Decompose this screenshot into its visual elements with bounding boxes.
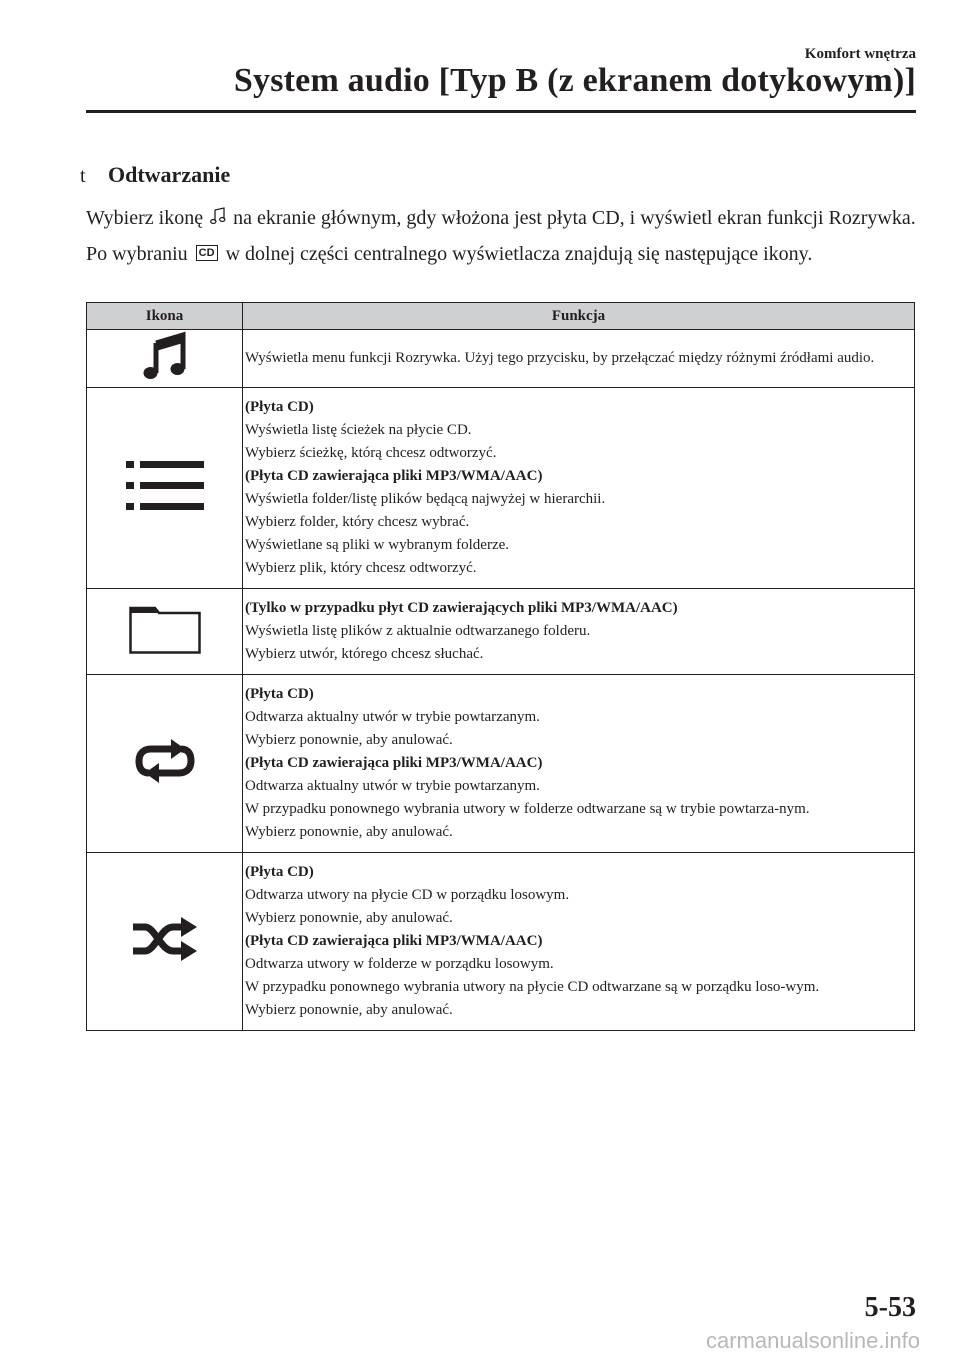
header-section-label: Komfort wnętrza [804,46,916,62]
intro-paragraph [86,200,926,272]
table-row [87,675,915,853]
function-text: Wyświetlane są pliki w wybranym folderze. [245,537,510,553]
function-text: Odtwarza aktualny utwór w trybie powtarzanym. [245,778,540,794]
function-cell [243,330,915,388]
page-number: 5-53 [864,1292,916,1323]
intro-text-3: w dolnej części centralnego wyświetlacza znajdują się następujące ikony. [225,243,813,265]
icon-cell [87,589,243,675]
header-divider [86,110,916,113]
function-text: Wyświetla listę ścieżek na płycie CD. [245,422,472,438]
column-header-function: Funkcja [243,303,915,330]
cd-icon: CD [196,245,218,261]
section-heading-text: Odtwarzanie [108,162,231,187]
function-text: W przypadku ponownego wybrania utwory w folderze odtwarzane są w trybie powtarza-nym. [245,801,810,817]
function-text: Wyświetla listę plików z aktualnie odtwarzanego folderu. [245,623,591,639]
table-row [87,853,915,1031]
function-subheading: (Płyta CD zawierająca pliki MP3/WMA/AAC) [245,468,543,484]
function-text: Wybierz utwór, którego chcesz słuchać. [245,646,484,662]
table-row [87,388,915,589]
function-cell [243,388,915,589]
intro-text-1: Wybierz ikonę [86,207,204,229]
function-text: Odtwarza utwory na płycie CD w porządku losowym. [245,887,570,903]
function-text: Odtwarza utwory w folderze w porządku losowym. [245,956,554,972]
function-text: Odtwarza aktualny utwór w trybie powtarzanym. [245,709,540,725]
function-text: Wybierz ponownie, aby anulować. [245,1002,453,1018]
icon-cell [87,675,243,853]
function-cell [243,589,915,675]
icon-cell [87,853,243,1031]
folder-icon [129,604,201,654]
music-note-icon [143,331,187,381]
intro-text-2: na ekranie głównym, gdy włożona jest płyta CD, i wyświetl ekran funkcji Rozrywka. Po wybraniu [86,207,916,265]
watermark: carmanualsonline.info [705,1328,920,1353]
function-subheading: (Płyta CD) [245,399,314,415]
shuffle-icon [131,917,199,961]
function-text: Wyświetla folder/listę plików będącą najwyżej w hierarchii. [245,491,606,507]
page-title: System audio [Typ B (z ekranem dotykowym)] [233,62,916,99]
section-marker: t [80,165,86,187]
section-heading [80,162,230,188]
icon-cell [87,330,243,388]
repeat-icon [135,739,195,783]
function-subheading: (Płyta CD) [245,686,314,702]
function-text: Wybierz ponownie, aby anulować. [245,824,453,840]
function-subheading: (Tylko w przypadku płyt CD zawierających pliki MP3/WMA/AAC) [245,600,678,616]
function-subheading: (Płyta CD zawierająca pliki MP3/WMA/AAC) [245,933,543,949]
function-text: Wyświetla menu funkcji Rozrywka. Użyj tego przycisku, by przełączać między różnymi źródłami audio. [245,350,875,366]
function-cell [243,853,915,1031]
music-note-icon [210,206,226,226]
table-row [87,330,915,388]
list-icon [126,461,204,511]
table-header-row [87,303,915,330]
icon-function-table [86,302,915,1031]
function-text: Wybierz folder, który chcesz wybrać. [245,514,470,530]
function-text: Wybierz ponownie, aby anulować. [245,732,453,748]
function-text: Wybierz plik, który chcesz odtworzyć. [245,560,477,576]
function-text: Wybierz ścieżkę, którą chcesz odtworzyć. [245,445,497,461]
function-cell [243,675,915,853]
function-text: W przypadku ponownego wybrania utwory na płycie CD odtwarzane są w porządku loso-wym. [245,979,820,995]
icon-cell [87,388,243,589]
function-subheading: (Płyta CD) [245,864,314,880]
function-text: Wybierz ponownie, aby anulować. [245,910,453,926]
table-row [87,589,915,675]
column-header-icon: Ikona [87,303,243,330]
function-subheading: (Płyta CD zawierająca pliki MP3/WMA/AAC) [245,755,543,771]
